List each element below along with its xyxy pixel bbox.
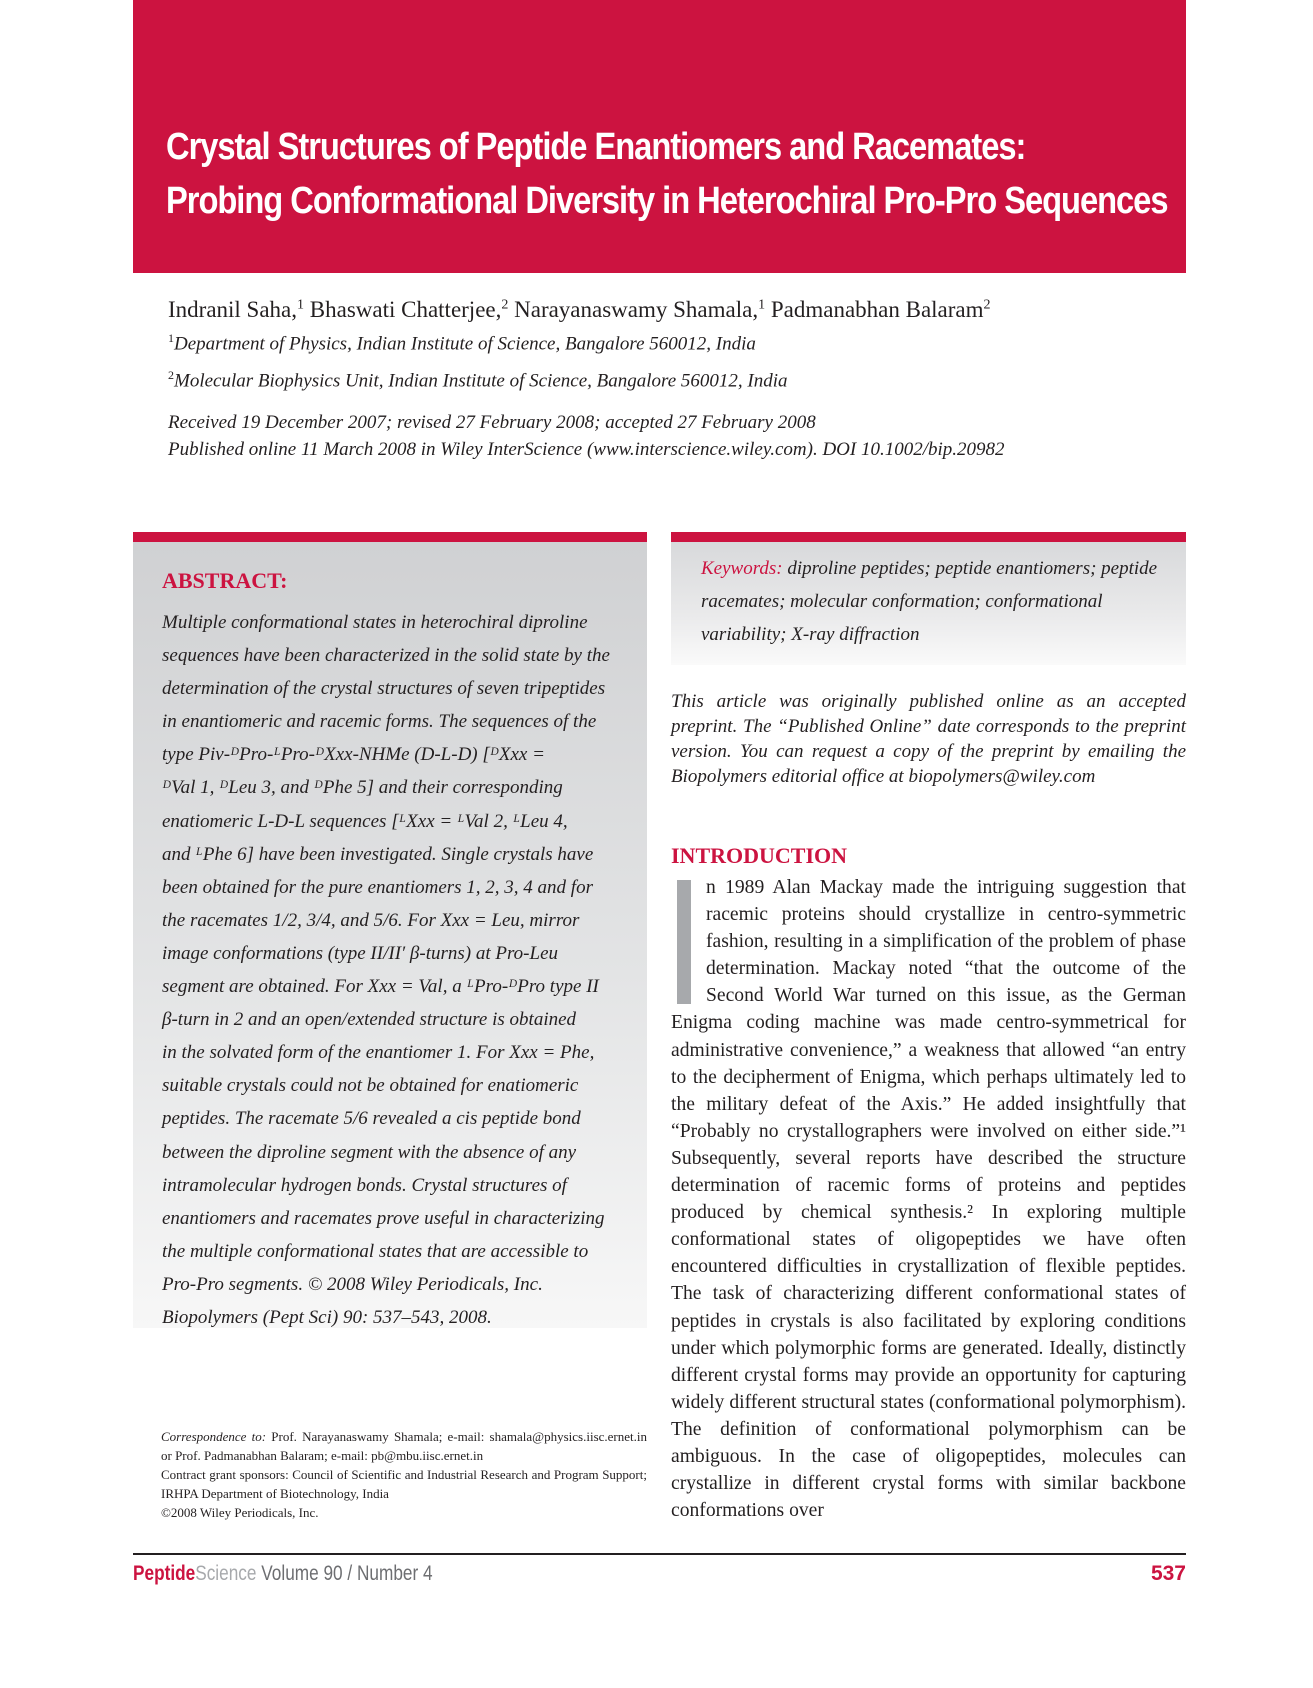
abstract-line: in the solvated form of the enantiomer 1. For Xxx = Phe, xyxy=(162,1042,595,1064)
abstract-line: between the diproline segment with the absence of any xyxy=(162,1141,577,1163)
abstract-line: segment are obtained. For Xxx = Val, a ᴸPro-ᴰPro type II xyxy=(162,976,599,998)
abstract-line: the multiple conformational states that are accessible to xyxy=(162,1240,589,1262)
keywords-label: Keywords: xyxy=(701,558,783,579)
affiliation-number: 1 xyxy=(168,331,174,345)
correspondence-label: Correspondence to: xyxy=(161,1429,267,1444)
title-line-1: Crystal Structures of Peptide Enantiomers and Racemates: xyxy=(166,126,1026,168)
abstract-line: peptides. The racemate 5/6 revealed a cis peptide bond xyxy=(162,1108,581,1130)
affiliation-1 xyxy=(168,331,756,355)
abstract-line: sequences have been characterized in the solid state by the xyxy=(162,645,610,667)
affiliation-2 xyxy=(168,368,788,392)
author-name: Narayanaswamy Shamala, xyxy=(514,297,759,322)
title-banner xyxy=(133,0,1186,273)
abstract-line: Biopolymers (Pept Sci) 90: 537–543, 2008. xyxy=(162,1306,492,1328)
abstract-line: enantiomers and racemates prove useful in characterizing xyxy=(162,1207,605,1229)
volume-number: Volume 90 / Number 4 xyxy=(256,1562,433,1585)
abstract-line: in enantiomeric and racemic forms. The sequences of the xyxy=(162,711,597,733)
abstract-text xyxy=(162,606,632,1334)
author-name: Padmanabhan Balaram xyxy=(770,297,984,322)
journal-name-science: Science xyxy=(195,1562,257,1585)
affiliation-number: 2 xyxy=(168,368,174,382)
keywords-box xyxy=(671,532,1186,665)
footer-rule xyxy=(133,1553,1186,1555)
author-name: Indranil Saha, xyxy=(168,297,298,322)
abstract-line: type Piv-ᴰPro-ᴸPro-ᴰXxx-NHMe (D-L-D) [ᴰXxx = xyxy=(162,744,545,766)
abstract-line: intramolecular hydrogen bonds. Crystal structures of xyxy=(162,1174,567,1196)
correspondence-text: Prof. Narayanaswamy Shamala; e-mail: shamala@physics.iisc.ernet.in or Prof. Padmanabhan Balaram; e-mail: pb@mbu.iisc.ernet.in xyxy=(161,1429,647,1463)
publication-info: Published online 11 March 2008 in Wiley InterScience (www.interscience.wiley.com). DOI 10.1002/bip.20982 xyxy=(168,439,1005,460)
abstract-line: the racemates 1/2, 3/4, and 5/6. For Xxx = Leu, mirror xyxy=(162,909,580,931)
abstract-heading: ABSTRACT: xyxy=(162,568,288,593)
abstract-line: determination of the crystal structures of seven tripeptides xyxy=(162,678,606,700)
grant-sponsors: Contract grant sponsors: Council of Scientific and Industrial Research and Program Support; IRHPA Department of Biotechnology, India xyxy=(161,1467,647,1501)
affiliation-mark: 2 xyxy=(983,297,991,313)
affiliation-text: Molecular Biophysics Unit, Indian Institute of Science, Bangalore 560012, India xyxy=(174,370,788,392)
abstract-line: Multiple conformational states in heterochiral diproline xyxy=(162,612,588,633)
abstract-box xyxy=(133,532,647,1328)
introduction-text xyxy=(671,874,1186,1524)
abstract-line: ᴰVal 1, ᴰLeu 3, and ᴰPhe 5] and their corresponding xyxy=(162,777,563,799)
received-dates: Received 19 December 2007; revised 27 February 2008; accepted 27 February 2008 xyxy=(168,412,816,433)
keywords-list: diproline peptides; peptide enantiomers; peptide racemates; molecular conformation; conformational variability; X-ray diffraction xyxy=(701,558,1158,645)
correspondence-footnote xyxy=(161,1427,647,1522)
affiliation-mark: 2 xyxy=(501,297,509,313)
introduction-heading: INTRODUCTION xyxy=(671,843,848,868)
journal-footer xyxy=(133,1562,433,1586)
page-number: 537 xyxy=(1150,1562,1186,1585)
affiliation-mark: 1 xyxy=(297,297,305,313)
preprint-note: This article was originally published online as an accepted preprint. The “Published Online” date corresponds to the preprint version. You can request a copy of the preprint by emailing the Biopolymers editorial office at biopolymers@wiley.com xyxy=(671,691,1186,787)
copyright-note: ©2008 Wiley Periodicals, Inc. xyxy=(161,1505,319,1520)
abstract-line: been obtained for the pure enantiomers 1, 2, 3, 4 and for xyxy=(162,876,593,898)
abstract-line: and ᴸPhe 6] have been investigated. Single crystals have xyxy=(162,843,594,865)
abstract-line: Pro-Pro segments. © 2008 Wiley Periodicals, Inc. xyxy=(162,1273,543,1295)
affiliation-mark: 1 xyxy=(758,297,766,313)
affiliation-text: Department of Physics, Indian Institute of Science, Bangalore 560012, India xyxy=(174,333,756,355)
author-name: Bhaswati Chatterjee, xyxy=(309,297,502,322)
title-line-2: Probing Conformational Diversity in Heterochiral Pro-Pro Sequences xyxy=(166,180,1168,222)
journal-name-peptide: Peptide xyxy=(133,1562,196,1585)
introduction-body: n 1989 Alan Mackay made the intriguing suggestion that racemic proteins should crystallize in centro-symmetric fashion, resulting in a simplification of the problem of phase determination. Mackay noted “that the outcome of the Second World War turned on this issue, as the German Enigma coding machine was made centro-symmetrical for administrative convenience,” a weakness that allowed “an entry to the decipherment of Enigma, which perhaps ultimately led to the military defeat of the Axis.” He added insightfully that “Probably no crystallographers were involved on either side.”¹ Subsequently, several reports have described the structure determination of racemic forms of proteins and peptides produced by chemical synthesis.² In exploring multiple conformational states of oligopeptides we have often encountered difficulties in crystallization of flexible peptides. The task of characterizing different conformational states of peptides in crystals is also facilitated by exploring conditions under which polymorphic forms are generated. Ideally, distinctly different crystal forms may provide an opportunity for capturing widely different structural states (conformational polymorphism). The definition of conformational polymorphism can be ambiguous. In the case of oligopeptides, molecules can crystallize in different crystal forms with similar backbone conformations over xyxy=(671,877,1186,1522)
abstract-line: image conformations (type II/II′ β-turns) at Pro-Leu xyxy=(162,942,559,964)
article-title xyxy=(166,120,1168,228)
abstract-line: enatiomeric L-D-L sequences [ᴸXxx = ᴸVal 2, ᴸLeu 4, xyxy=(162,810,568,832)
author-list xyxy=(168,297,991,323)
keywords-text xyxy=(701,552,1171,651)
abstract-line: β-turn in 2 and an open/extended structure is obtained xyxy=(162,1009,577,1031)
abstract-line: suitable crystals could not be obtained for enatiomeric xyxy=(162,1075,579,1097)
